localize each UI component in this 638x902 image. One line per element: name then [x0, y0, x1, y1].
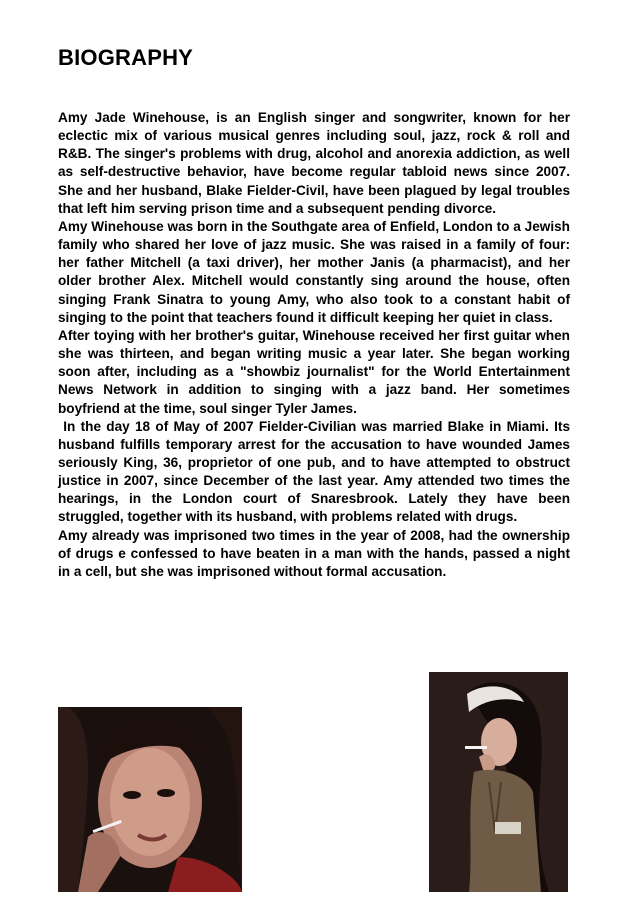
paragraph-5: Amy already was imprisoned two times in the year of 2008, had the ownership of drugs e confessed to have beaten in a man with the hands, passed a night in a cell, but she was imprisoned without formal accusation. — [58, 527, 570, 579]
full-figure-photo — [429, 672, 568, 892]
biography-text — [58, 109, 574, 581]
portrait-photo-illustration — [58, 707, 242, 892]
full-figure-photo-illustration — [429, 672, 568, 892]
paragraph-4: In the day 18 of May of 2007 Fielder-Civilian was married Blake in Miami. Its husband fulfills temporary arrest for the accusation to have wounded James seriously King, 36, proprietor of one pub, and to have attempted to obstruct justice in 2007, since December of the last year. Amy attended two times the hearings, in the London court of Snaresbrook. Lately they have been struggled, together with its husband, with problems related with drugs. — [58, 418, 574, 525]
paragraph-1: Amy Jade Winehouse, is an English singer and songwriter, known for her eclectic mix of various musical genres including soul, jazz, rock & roll and R&B. The singer's problems with drug, alcohol and anorexia addiction, as well as self-destructive behavior, have become regular tabloid news since 2007. She and her husband, Blake Fielder-Civil, have been plagued by legal troubles that left him serving prison time and a subsequent pending divorce. — [58, 110, 570, 216]
paragraph-2: Amy Winehouse was born in the Southgate area of Enfield, London to a Jewish family who shared her love of jazz music. She was raised in a family of four: her father Mitchell (a taxi driver), her mother Janis (a pharmacist), and her older brother Alex. Mitchell would constantly sing around the house, often singing Frank Sinatra to young Amy, who also took to a constant habit of singing to the point that teachers found it difficult keeping her quiet in class. — [58, 218, 570, 325]
paragraph-3: After toying with her brother's guitar, Winehouse received her first guitar when she was thirteen, and began writing music a year later. She began working soon after, including as a "showbiz journalist" for the World Entertainment News Network in addition to singing with a jazz band. Her sometimes boyfriend at the time, soul singer Tyler James. — [58, 327, 570, 416]
portrait-photo — [58, 707, 242, 892]
page-title: BIOGRAPHY — [58, 45, 194, 70]
